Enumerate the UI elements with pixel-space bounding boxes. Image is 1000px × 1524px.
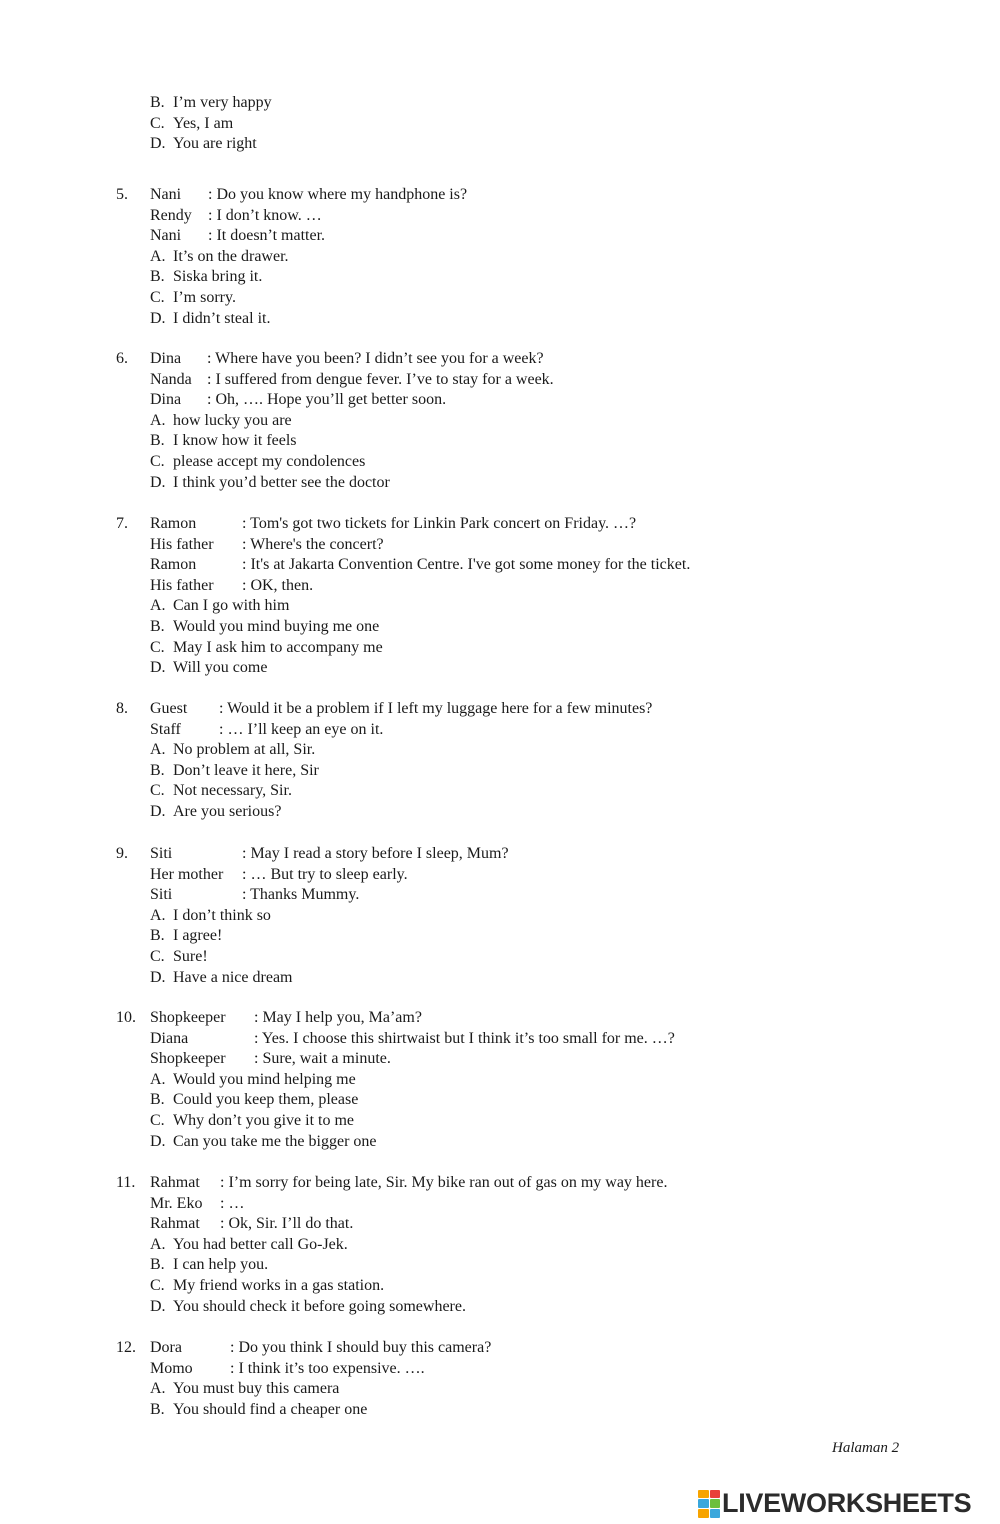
answer-option[interactable]: [150, 1255, 268, 1275]
answer-option[interactable]: [150, 638, 383, 658]
speaker-name: Siti: [150, 886, 173, 904]
dialogue-line: [150, 535, 384, 555]
option-letter: D.: [150, 135, 166, 153]
option-letter: A.: [150, 906, 166, 924]
option-letter: B.: [150, 268, 165, 286]
option-text: I know how it feels: [173, 432, 297, 450]
dialogue-text: : Ok, Sir. I’ll do that.: [220, 1215, 354, 1233]
speaker-name: His father: [150, 576, 214, 594]
option-letter: D.: [150, 1132, 166, 1150]
speaker-name: Nanda: [150, 370, 192, 388]
dialogue-text: : I don’t know. …: [208, 206, 322, 224]
option-text: Yes, I am: [173, 114, 234, 132]
dialogue-text: : I’m sorry for being late, Sir. My bike ran out of gas on my way here.: [220, 1174, 668, 1191]
option-text: You must buy this camera: [173, 1380, 340, 1398]
page-number: Halaman 2: [832, 1440, 900, 1456]
option-letter: D.: [150, 803, 166, 820]
dialogue-text: : May I help you, Ma’am?: [254, 1009, 422, 1026]
option-letter: C.: [150, 1277, 165, 1294]
speaker-name: Mr. Eko: [150, 1194, 203, 1212]
speaker-name: Momo: [150, 1359, 193, 1377]
option-letter: C.: [150, 782, 165, 800]
dialogue-line: [150, 1049, 391, 1069]
speaker-name: Dina: [150, 350, 182, 367]
option-text: My friend works in a gas station.: [173, 1277, 385, 1294]
dialogue-line: [150, 514, 636, 534]
dialogue-text: : …: [220, 1194, 245, 1212]
dialogue-line: [150, 1173, 667, 1193]
option-text: You should find a cheaper one: [173, 1400, 368, 1418]
answer-option[interactable]: [150, 947, 208, 967]
speaker-name: Dina: [150, 391, 182, 409]
speaker-name: Her mother: [150, 865, 224, 883]
option-letter: B.: [150, 94, 165, 111]
option-text: I agree!: [173, 927, 223, 945]
option-letter: B.: [150, 618, 165, 635]
dialogue-text: : Do you know where my handphone is?: [208, 186, 468, 203]
answer-option[interactable]: [150, 617, 379, 637]
speaker-name: Dora: [150, 1339, 182, 1356]
question-number: 8.: [116, 700, 128, 717]
option-letter: C.: [150, 948, 165, 965]
dialogue-line: [150, 349, 544, 369]
answer-option[interactable]: [150, 452, 365, 472]
option-letter: A.: [150, 1070, 166, 1088]
speaker-name: Shopkeeper: [150, 1050, 226, 1068]
option-text: Are you serious?: [173, 803, 282, 820]
dialogue-line: [150, 1214, 353, 1234]
option-text: May I ask him to accompany me: [173, 638, 383, 656]
option-text: how lucky you are: [173, 411, 292, 429]
dialogue-line: [150, 865, 408, 885]
dialogue-text: : Would it be a problem if I left my luggage here for a few minutes?: [219, 700, 653, 717]
option-text: I’m sorry.: [173, 289, 236, 306]
dialogue-text: : Oh, …. Hope you’ll get better soon.: [207, 391, 447, 409]
speaker-name: Siti: [150, 845, 173, 862]
speaker-name: His father: [150, 535, 214, 553]
answer-option[interactable]: [150, 288, 236, 308]
speaker-name: Nani: [150, 227, 182, 245]
dialogue-text: : Sure, wait a minute.: [254, 1050, 391, 1068]
option-text: No problem at all, Sir.: [173, 741, 316, 759]
logo-block: [710, 1499, 721, 1508]
dialogue-line: [150, 885, 359, 905]
option-letter: B.: [150, 1400, 165, 1418]
option-text: Would you mind helping me: [173, 1070, 356, 1088]
option-text: Can I go with him: [173, 597, 290, 615]
option-text: Not necessary, Sir.: [173, 782, 292, 800]
option-text: I’m very happy: [173, 94, 272, 111]
dialogue-text: : OK, then.: [242, 576, 314, 594]
speaker-name: Nani: [150, 186, 182, 203]
dialogue-line: [150, 1338, 491, 1358]
logo-block: [698, 1499, 709, 1508]
option-letter: B.: [150, 1256, 165, 1274]
option-text: Could you keep them, please: [173, 1091, 359, 1109]
liveworksheets-logo-icon: [698, 1490, 720, 1518]
option-text: I didn’t steal it.: [173, 309, 271, 327]
answer-option[interactable]: [150, 1132, 377, 1152]
answer-option[interactable]: [150, 781, 292, 801]
option-text: Would you mind buying me one: [173, 618, 380, 635]
option-text: You should check it before going somewhere.: [173, 1297, 466, 1315]
option-text: Have a nice dream: [173, 968, 293, 986]
answer-option[interactable]: [150, 926, 222, 946]
option-letter: A.: [150, 247, 166, 265]
question-number: 12.: [116, 1339, 136, 1356]
answer-option[interactable]: [150, 473, 390, 493]
dialogue-line: [150, 1029, 675, 1049]
logo-block: [710, 1509, 721, 1518]
question-number: 11.: [116, 1174, 136, 1191]
option-letter: C.: [150, 1112, 165, 1129]
dialogue-text: : … I’ll keep an eye on it.: [219, 720, 384, 738]
option-text: I can help you.: [173, 1256, 269, 1274]
dialogue-line: [150, 720, 383, 740]
answer-option[interactable]: [150, 1297, 466, 1317]
dialogue-text: : Where's the concert?: [242, 535, 384, 553]
dialogue-text: : Thanks Mummy.: [242, 886, 360, 904]
dialogue-text: : Do you think I should buy this camera?: [230, 1339, 492, 1356]
answer-option[interactable]: [150, 1111, 354, 1131]
speaker-name: Rendy: [150, 206, 192, 224]
liveworksheets-brand[interactable]: [698, 1488, 971, 1519]
dialogue-line: [150, 390, 446, 410]
dialogue-line: [150, 1194, 244, 1214]
option-text: Siska bring it.: [173, 268, 263, 286]
logo-block: [710, 1490, 721, 1499]
answer-option[interactable]: [150, 1400, 367, 1420]
option-text: Why don’t you give it to me: [173, 1112, 355, 1129]
answer-option[interactable]: [150, 1235, 348, 1255]
answer-option[interactable]: [150, 1070, 356, 1090]
question-number: 10.: [116, 1009, 136, 1026]
answer-option[interactable]: [150, 1090, 358, 1110]
answer-option[interactable]: [150, 906, 271, 926]
option-letter: A.: [150, 1380, 166, 1398]
option-text: I don’t think so: [173, 906, 271, 924]
logo-block: [698, 1509, 709, 1518]
speaker-name: Rahmat: [150, 1174, 200, 1191]
speaker-name: Rahmat: [150, 1215, 200, 1233]
question-number: 6.: [116, 350, 128, 367]
question-number: 9.: [116, 845, 128, 862]
dialogue-line: [150, 370, 554, 390]
option-letter: D.: [150, 1297, 166, 1315]
answer-option[interactable]: [150, 309, 270, 329]
logo-block: [698, 1490, 709, 1499]
speaker-name: Ramon: [150, 556, 197, 574]
dialogue-text: : … But try to sleep early.: [242, 865, 408, 883]
option-letter: D.: [150, 473, 166, 491]
dialogue-text: : May I read a story before I sleep, Mum?: [242, 845, 509, 862]
dialogue-text: : It doesn’t matter.: [208, 227, 326, 245]
dialogue-line: [150, 555, 690, 575]
option-text: Sure!: [173, 948, 208, 965]
question-number: 7.: [116, 515, 128, 532]
answer-option[interactable]: [150, 1379, 339, 1399]
dialogue-text: : I suffered from dengue fever. I’ve to stay for a week.: [207, 370, 554, 388]
option-letter: D.: [150, 309, 166, 327]
speaker-name: Shopkeeper: [150, 1009, 226, 1026]
option-letter: D.: [150, 659, 166, 677]
option-text: You are right: [173, 135, 257, 153]
answer-option[interactable]: [150, 968, 292, 988]
option-letter: B.: [150, 1091, 165, 1109]
dialogue-line: [150, 1008, 422, 1028]
option-text: please accept my condolences: [173, 453, 366, 470]
answer-option[interactable]: [150, 658, 267, 678]
answer-option[interactable]: [150, 134, 257, 154]
option-letter: C.: [150, 638, 165, 656]
dialogue-text: : Where have you been? I didn’t see you for a week?: [207, 350, 544, 367]
answer-option[interactable]: [150, 114, 233, 134]
answer-option[interactable]: [150, 93, 272, 113]
dialogue-line: [150, 206, 322, 226]
dialogue-text: : Yes. I choose this shirtwaist but I think it’s too small for me. …?: [254, 1029, 675, 1047]
question-number: 5.: [116, 186, 128, 203]
speaker-name: Guest: [150, 700, 188, 717]
brand-name: LIVEWORKSHEETS: [722, 1488, 972, 1518]
option-letter: A.: [150, 1235, 166, 1253]
option-text: I think you’d better see the doctor: [173, 473, 390, 491]
answer-option[interactable]: [150, 431, 297, 451]
option-text: Can you take me the bigger one: [173, 1132, 377, 1150]
option-letter: B.: [150, 927, 165, 945]
option-letter: A.: [150, 741, 166, 759]
speaker-name: Ramon: [150, 515, 197, 532]
dialogue-line: [150, 576, 313, 596]
dialogue-line: [150, 1359, 425, 1379]
dialogue-text: : I think it’s too expensive. ….: [230, 1359, 425, 1377]
answer-option[interactable]: [150, 802, 281, 822]
answer-option[interactable]: [150, 1276, 384, 1296]
option-letter: B.: [150, 761, 165, 779]
dialogue-text: : It's at Jakarta Convention Centre. I've got some money for the ticket.: [242, 556, 691, 574]
answer-option[interactable]: [150, 267, 262, 287]
dialogue-line: [150, 844, 509, 864]
option-letter: C.: [150, 114, 165, 132]
speaker-name: Staff: [150, 720, 181, 738]
dialogue-text: : Tom's got two tickets for Linkin Park concert on Friday. …?: [242, 515, 637, 532]
option-text: You had better call Go-Jek.: [173, 1235, 348, 1253]
speaker-name: Diana: [150, 1029, 189, 1047]
option-letter: D.: [150, 968, 166, 986]
option-letter: C.: [150, 453, 165, 470]
answer-option[interactable]: [150, 740, 315, 760]
dialogue-line: [150, 185, 467, 205]
option-text: Don’t leave it here, Sir: [173, 761, 319, 779]
answer-option[interactable]: [150, 596, 289, 616]
answer-option[interactable]: [150, 411, 292, 431]
option-letter: C.: [150, 289, 165, 306]
answer-option[interactable]: [150, 761, 319, 781]
option-text: It’s on the drawer.: [173, 247, 289, 265]
option-text: Will you come: [173, 659, 268, 677]
dialogue-line: [150, 699, 652, 719]
option-letter: B.: [150, 432, 165, 450]
dialogue-line: [150, 226, 325, 246]
answer-option[interactable]: [150, 247, 289, 267]
option-letter: A.: [150, 597, 166, 615]
option-letter: A.: [150, 411, 166, 429]
